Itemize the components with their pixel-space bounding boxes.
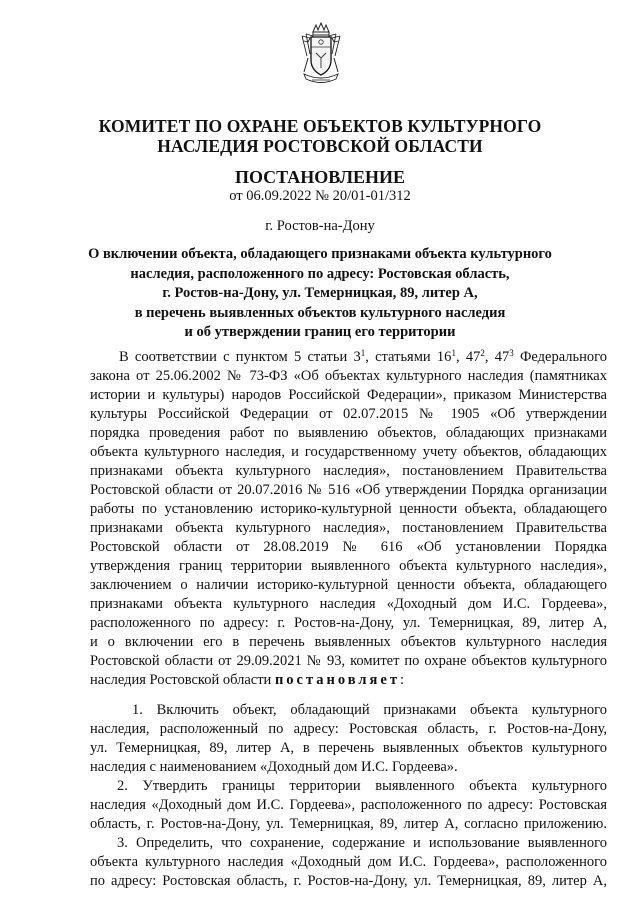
preamble-line: признаками объекта культурного наследия», постановлением Правительства [90,463,607,479]
item-1-line: ул. Темерницкая, 89, литер А, в перечень выявленных объектов культурного [90,740,607,756]
preamble-line: порядка проведения работ по выявлению объектов, обладающих признаками [90,425,607,441]
preamble-line: Ростовской области от 29.09.2021 № 93, комитет по охране объектов культурного [90,653,607,669]
document-subject [70,245,570,343]
item-2-line: 2. Утвердить границы территории выявленного объекта культурного [117,778,607,794]
item-1-line: наследия, расположенный по адресу: Ростовская область, г. Ростов-на-Дону, [90,721,607,737]
item-1-line: наследия с наименованием «Доходный дом И.С. Гордеева». [90,759,458,775]
preamble-line: Ростовской области от 20.07.2016 № 516 «Об утверждении Порядка организации [90,482,607,498]
coat-of-arms-icon [298,22,344,86]
preamble-line: Ростовской области от 28.08.2019 № 616 «Об установлении Порядка [90,539,607,555]
item-2-line: наследия «Доходный дом И.С. Гордеева», расположенного по адресу: Ростовская [90,797,607,813]
subject-line: г. Ростов-на-Дону, ул. Темерницкая, 89, литер А, [162,285,478,302]
item-3-line: 3. Определить, что сохранение, содержание и использование выявленного [117,835,607,851]
item-3-line: объекта культурного наследия «Доходный дом И.С. Гордеева», расположенного [90,854,607,870]
preamble-line: признаками объекта культурного наследия», постановлением Правительства [90,520,607,536]
subject-line: в перечень выявленных объектов культурного наследия [134,304,506,321]
resolves-word: постановляет [274,672,400,688]
document-type: ПОСТАНОВЛЕНИЕ [234,167,406,187]
preamble-line: утверждения границ территории выявленного объекта культурного наследия», [90,558,607,574]
preamble-first-line: В соответствии с пунктом 5 статьи $3^1$, статьями $16^1$, $47^2$, $47^3$ Федерального [119,348,607,365]
org-name-line-1: КОМИТЕТ ПО ОХРАНЕ ОБЪЕКТОВ КУЛЬТУРНОГО [98,116,542,136]
preamble-line: и о включении его в перечень выявленных объектов культурного наследия [90,634,607,650]
preamble-line: объекта культурного наследия, и государственному учету объектов, обладающих [90,444,607,460]
org-name-line-2: НАСЛЕДИЯ РОСТОВСКОЙ ОБЛАСТИ [157,136,483,156]
subject-line: О включении объекта, обладающего признаками объекта культурного [88,246,552,262]
preamble-line: расположенного по адресу: г. Ростов-на-Дону, ул. Темерницкая, 89, литер А, [90,615,607,631]
preamble-line: признаками объекта культурного наследия «Доходный дом И.С. Гордеева», [90,596,607,612]
subject-line: и об утверждении границ его территории [184,324,456,341]
preamble-line: работы по установлению историко-культурной ценности объекта, обладающего [90,501,607,517]
preamble-last-line: наследия Ростовской области постановляет: [90,672,404,688]
subject-line: наследия, расположенного по адресу: Ростовская область, [130,265,510,282]
preamble-line: закона от 25.06.2002 № 73-ФЗ «Об объектах культурного наследия (памятниках [90,368,607,384]
document-city: г. Ростов-на-Дону [265,218,375,234]
item-1-line: 1. Включить объект, обладающий признаками объекта культурного [132,702,607,718]
item-2-line: область, г. Ростов-на-Дону, ул. Темерницкая, 89, литер А, согласно приложению. [90,816,607,832]
preamble-line: истории и культуры) народов Российской Федерации», приказом Министерства [90,387,607,403]
item-3-line: по адресу: Ростовская область, г. Ростов-на-Дону, ул. Темерницкая, 89, литер А, [90,873,607,889]
preamble-line: заключением о наличии историко-культурной ценности объекта, обладающего [90,577,607,593]
preamble-line: культуры Российской Федерации от 02.07.2015 № 1905 «Об утверждении [90,406,607,422]
document-date-number: от 06.09.2022 № 20/01-01/312 [229,188,411,204]
